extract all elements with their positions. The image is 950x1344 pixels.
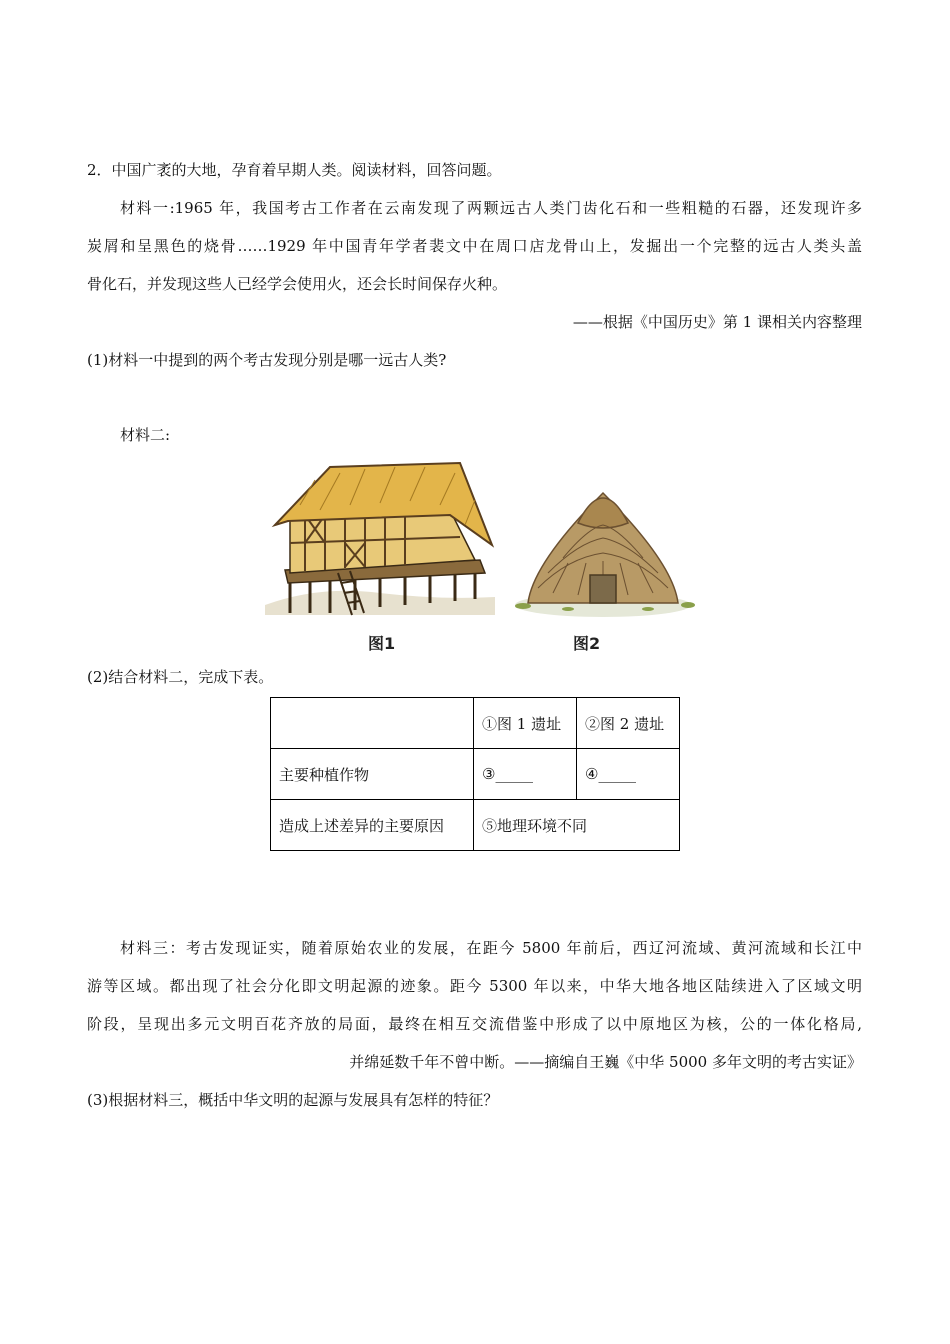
figure-2-label: 图2 [573,634,601,653]
answer-blank-4[interactable]: ④_____ [577,749,680,800]
table-row [271,698,680,749]
table-header-cell: ①图 1 遗址 [474,698,577,749]
table-row [271,749,680,800]
material3-line-2: 游等区域。都出现了社会分化即文明起源的迹象。距今 5300 年以来，中华大地各地区陆续进入了区域文明 [87,977,862,995]
material2-figures [260,455,700,655]
round-hut-illustration [508,463,698,633]
material1-source: ——根据《中国历史》第 1 课相关内容整理 [572,313,862,331]
answer-blank-3[interactable]: ③_____ [474,749,577,800]
table-row-label: 主要种植作物 [271,749,474,800]
material3-last-line: 并绵延数千年不曾中断。——摘编自王巍《中华 5000 多年文明的考古实证》 [349,1053,862,1071]
material3-line-3: 阶段，呈现出多元文明百花齐放的局面，最终在相互交流借鉴中形成了以中原地区为核，公的一体化格局, [87,1015,862,1033]
question-3: (3)根据材料三，概括中华文明的起源与发展具有怎样的特征？ [87,1091,499,1109]
question-2: (2)结合材料二，完成下表。 [87,668,274,686]
table-cell: ⑤地理环境不同 [474,800,680,851]
material1-line-1: 材料一:1965 年，我国考古工作者在云南发现了两颗远古人类门齿化石和一些粗糙的石器，还发现许多 [120,199,862,217]
stilt-house-illustration [260,455,500,625]
material3-line-1: 材料三：考古发现证实，随着原始农业的发展，在距今 5800 年前后，西辽河流域、黄河流域和长江中 [120,939,862,957]
table-header-cell: ②图 2 遗址 [577,698,680,749]
table-cell [271,698,474,749]
table-row-label: 造成上述差异的主要原因 [271,800,474,851]
material1-line-2: 炭屑和呈黑色的烧骨……1929 年中国青年学者裴文中在周口店龙骨山上，发掘出一个完整的远古人类头盖 [87,237,862,255]
material1-line-3: 骨化石，并发现这些人已经学会使用火，还会长时间保存火种。 [87,275,508,293]
figure-1-label: 图1 [368,634,396,653]
material2-label: 材料二: [120,426,171,444]
answer-table [270,697,680,851]
table-row [271,800,680,851]
question-intro: 2．中国广袤的大地，孕育着早期人类。阅读材料，回答问题。 [87,161,502,179]
question-1: (1)材料一中提到的两个考古发现分别是哪一远古人类? [87,351,447,369]
